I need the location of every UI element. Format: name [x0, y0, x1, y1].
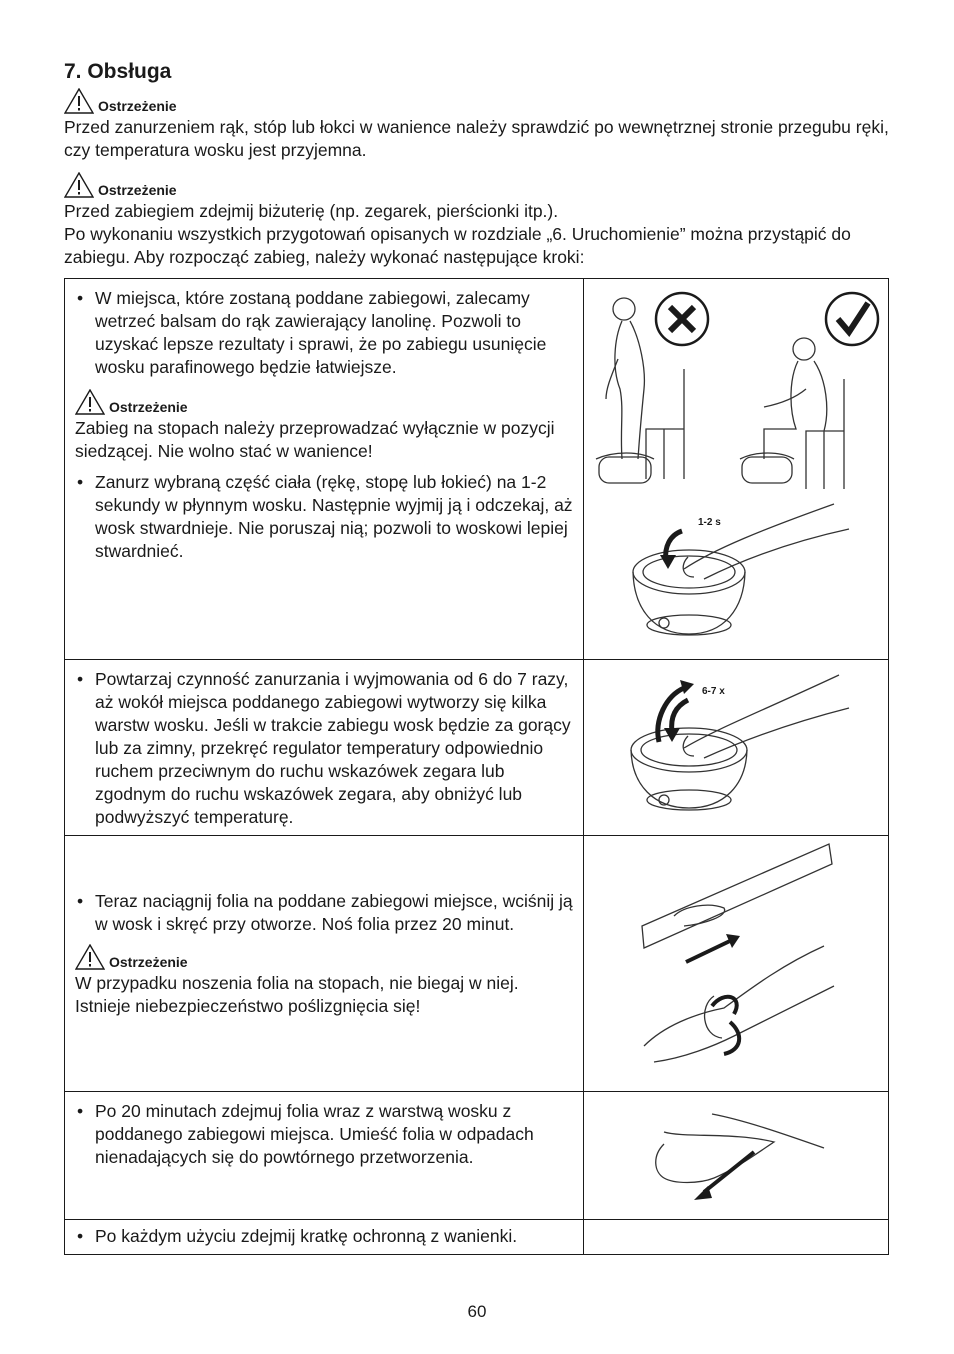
step-3-bullet-1: Teraz naciągnij folia na poddane zabiegowi miejsce, wciśnij ją w wosk i skręć przy otworze. Noś folia przez 20 minut.: [95, 891, 573, 934]
wax-bath-illustration: [631, 675, 849, 810]
steps-table: [64, 278, 889, 1255]
step-1-text: [65, 279, 584, 660]
step-4-bullet-1: Po 20 minutach zdejmuj folia wraz z warstwą wosku z poddanego zabiegowi miejsca. Umieść folia w odpadach nienadających się do powtórnego przetworzenia.: [95, 1101, 534, 1167]
section-title: 7. Obsługa: [64, 60, 172, 83]
intro-jewelry-text: Przed zabiegiem zdejmij biżuterię (np. zegarek, pierścionki itp.).: [64, 201, 559, 221]
warning-label: Ostrzeżenie: [98, 98, 177, 114]
repeat-dip-illustration: [584, 660, 889, 835]
warning-triangle-icon: [64, 172, 94, 198]
remove-foil-illustration: [584, 1092, 889, 1220]
down-arrow-icon: [672, 700, 688, 732]
step-2-text: [65, 660, 584, 836]
rotate-arrow-icon: [724, 1022, 739, 1054]
step-row-3: [65, 836, 889, 1092]
list-item: • W miejsca, które zostaną poddane zabiegowi, zalecamy wetrzeć balsam do rąk zawierający lanolinę. Pozwoli to uzyskać lepsze rezultaty i sprawi, że po zabiegu usunięcie wosku parafinowego będzie łatwiejsze.: [75, 287, 575, 379]
cross-icon: [656, 293, 708, 345]
warning-triangle-icon: [75, 944, 105, 970]
warning-heading: [64, 172, 894, 198]
foil-sleeve-illustration: [642, 844, 832, 948]
intro-warning-text: Przed zanurzeniem rąk, stóp lub łokci w wanience należy sprawdzić po wewnętrznej stronie przegubu ręki, czy temperatura wosku jest przyjemna.: [64, 117, 889, 160]
warning-triangle-icon: [75, 389, 105, 415]
warning-heading: [75, 944, 575, 970]
step-5-text: [65, 1220, 584, 1255]
intro-start-text: Po wykonaniu wszystkich przygotowań opisanych w rozdziale „6. Uruchomienie” można przystąpić do zabiegu. Aby rozpocząć zabieg, należy wykonać następujące kroki:: [64, 224, 851, 267]
twist-hand-illustration: [644, 946, 834, 1062]
list-item: • Po 20 minutach zdejmuj folia wraz z warstwą wosku z poddanego zabiegowi miejsca. Umieść folia w odpadach nienadających się do powtórnego przetworzenia.: [75, 1100, 575, 1169]
step-1-warning: [75, 389, 575, 463]
chair-illustration: [646, 369, 684, 479]
step-5-bullet-1: Po każdym użyciu zdejmij kratkę ochronną z wanienki.: [95, 1226, 518, 1246]
warning-triangle-icon: [64, 88, 94, 114]
step-1-warning-text: Zabieg na stopach należy przeprowadzać wyłącznie w pozycji siedzącej. Nie wolno stać w wanience!: [75, 418, 555, 461]
step-row-4: [65, 1092, 889, 1220]
warning-label: Ostrzeżenie: [109, 399, 188, 415]
hand-illustration: [656, 1114, 824, 1183]
step-4-text: [65, 1092, 584, 1220]
step-1-bullet-2: Zanurz wybraną część ciała (rękę, stopę lub łokieć) na 1-2 sekundy w płynnym wosku. Następnie wyjmij ją i odczekaj, aż wosk stwardnieje. Nie poruszaj nią; pozwoli to woskowi lepiej stwardnieć.: [95, 472, 573, 561]
step-3-warning: [75, 944, 575, 1018]
list-item: • Powtarzaj czynność zanurzania i wyjmowania od 6 do 7 razy, aż wokół miejsca poddanego zabiegowi wytworzy się kilka warstw wosku. Jeśli w trakcie zabiegu wosk będzie za gorący lub za zimny, przekręć regulator temperatury odpowiednio ruchem przeciwnym do ruchu wskazówek zegara lub zgodnym do ruchu wskazówek zegara, aby obniżyć lub podwyższyć temperaturę.: [75, 668, 575, 829]
step-2-figure: [584, 660, 889, 836]
step-3-warning-text: W przypadku noszenia folia na stopach, nie biegaj w niej. Istnieje niebezpieczeństwo poślizgnięcia się!: [75, 973, 519, 1016]
step-2-bullet-1: Powtarzaj czynność zanurzania i wyjmowania od 6 do 7 razy, aż wokół miejsca poddanego zabiegowi wytworzy się kilka warstw wosku. Jeśli w trakcie zabiegu wosk będzie za gorący lub za zimny, przekręć regulator temperatury odpowiednio ruchem przeciwnym do ruchu wskazówek zegara lub zgodnym do ruchu wskazówek zegara, aby obniżyć lub podwyższyć temperaturę.: [95, 669, 571, 827]
step-5-figure: [584, 1220, 889, 1255]
warning-label: Ostrzeżenie: [109, 954, 188, 970]
step-1-bullet-1: W miejsca, które zostaną poddane zabiegowi, zalecamy wetrzeć balsam do rąk zawierający lanolinę. Pozwoli to uzyskać lepsze rezultaty i sprawi, że po zabiegu usunięcie wosku parafinowego będzie łatwiejsze.: [95, 288, 547, 377]
warning-heading: [64, 88, 894, 114]
standing-person-illustration: [596, 298, 654, 483]
step-row-5: [65, 1220, 889, 1255]
intro-warning-2: [64, 172, 894, 269]
list-item: • Zanurz wybraną część ciała (rękę, stopę lub łokieć) na 1-2 sekundy w płynnym wosku. Następnie wyjmij ją i odczekaj, aż wosk stwardnieje. Nie poruszaj nią; pozwoli to woskowi lepiej stwardnieć.: [75, 471, 575, 563]
posture-and-dip-illustration: [584, 279, 889, 660]
list-item: • Po każdym użyciu zdejmij kratkę ochronną z wanienki.: [77, 1226, 518, 1246]
dip-time-label: 1-2 s: [698, 517, 721, 528]
page-number: 60: [467, 1302, 487, 1321]
right-arrow-icon: [686, 940, 732, 962]
seated-person-illustration: [740, 338, 844, 489]
left-arrow-icon: [704, 1152, 754, 1192]
warning-heading: [75, 389, 575, 415]
wax-bath-illustration: [633, 504, 849, 635]
step-row-2: [65, 660, 889, 836]
intro-warning-1: [64, 88, 894, 162]
foil-wrap-illustration: [584, 836, 889, 1092]
step-row-1: [65, 279, 889, 660]
warning-label: Ostrzeżenie: [98, 182, 177, 198]
step-3-text: [65, 836, 584, 1092]
step-1-figure: [584, 279, 889, 660]
step-4-figure: [584, 1092, 889, 1220]
list-item: • Teraz naciągnij folia na poddane zabiegowi miejsce, wciśnij ją w wosk i skręć przy otworze. Noś folia przez 20 minut.: [75, 890, 575, 936]
check-icon: [826, 293, 878, 345]
repeat-count-label: 6-7 x: [702, 686, 725, 697]
step-3-figure: [584, 836, 889, 1092]
